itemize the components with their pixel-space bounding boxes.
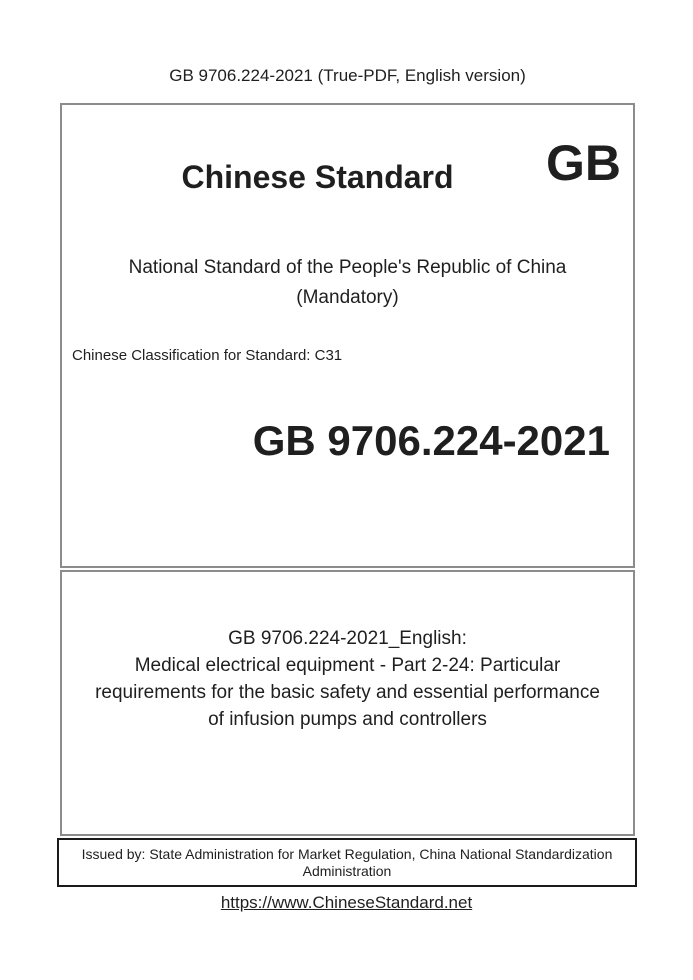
description-line: Medical electrical equipment - Part 2-24: Particular [134, 655, 561, 676]
gb-logo: GB [546, 135, 621, 191]
description-box [60, 570, 635, 836]
mandatory-line: (Mandatory) [296, 287, 399, 308]
cover-box [60, 103, 635, 568]
document-header-note: GB 9706.224-2021 (True-PDF, English version) [169, 66, 526, 85]
description-text [62, 625, 633, 733]
issuer-line: Issued by: State Administration for Market Regulation, China National Standardization [81, 846, 613, 862]
issuer-line: Administration [302, 863, 392, 879]
description-line: requirements for the basic safety and essential performance [95, 682, 600, 703]
national-standard-line: National Standard of the People's Republic of China [128, 257, 567, 278]
issuer-box [57, 838, 637, 887]
website-link[interactable]: https://www.ChineseStandard.net [220, 893, 473, 912]
classification-line: Chinese Classification for Standard: C31 [72, 347, 343, 364]
standard-number: GB 9706.224-2021 [252, 417, 610, 464]
brand-title: Chinese Standard [181, 159, 454, 195]
footer [0, 893, 693, 913]
description-line: of infusion pumps and controllers [208, 709, 487, 730]
description-line-title: GB 9706.224-2021_English: [228, 628, 467, 649]
